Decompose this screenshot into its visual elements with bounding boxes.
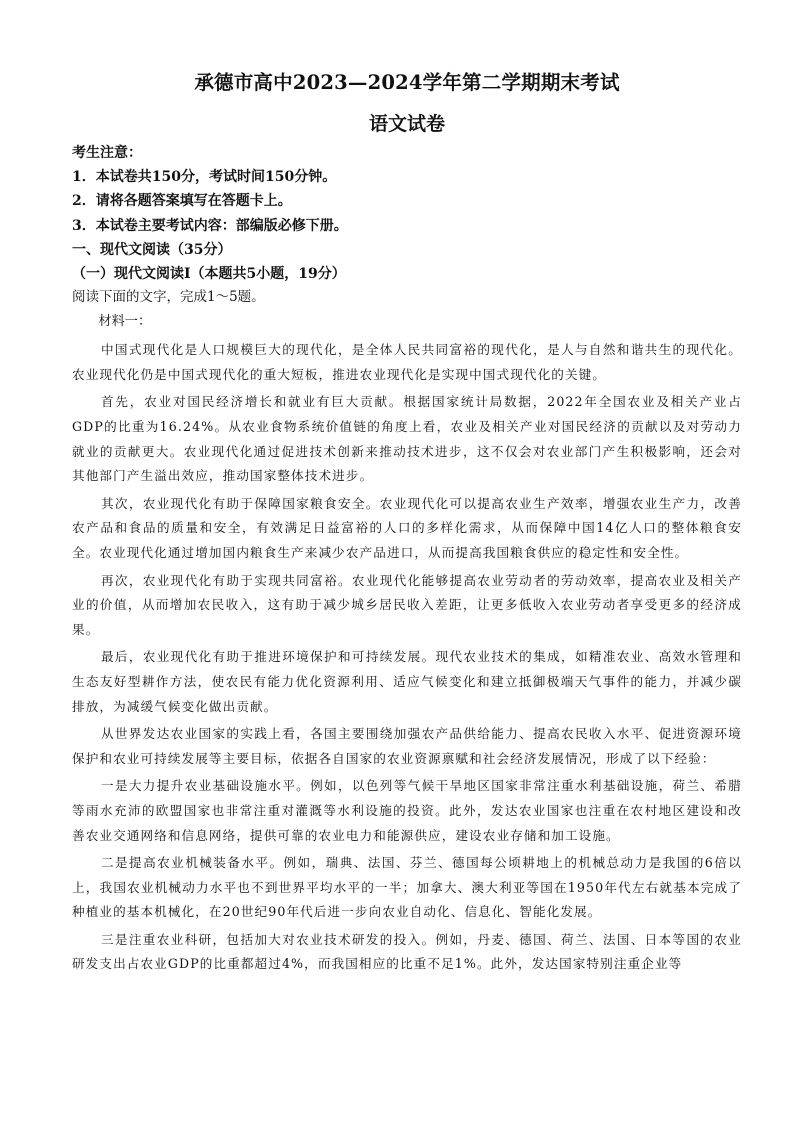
passage-paragraph: 三是注重农业科研，包括加大对农业技术研发的投入。例如，丹麦、德国、荷兰、法国、日本等国的农业研发支出占农业GDP的比重都超过4%，而我国相应的比重不足1%。此外，发达国家特别注重企业等 xyxy=(72,931,742,972)
reading-instruction: 阅读下面的文字，完成1～5题。 xyxy=(72,289,265,306)
passage-paragraph: 首先，农业对国民经济增长和就业有巨大贡献。根据国家统计局数据，2022年全国农业及相关产业占GDP的比重为16.24%。从农业食物系统价值链的角度上看，农业及相关产业对国民经济的贡献以及对劳动力就业的贡献更大。农业现代化通过促进技术创新来推动技术进步，这不仅会对农业部门产生积极影响，还会对其他部门产生溢出效应，推动国家整体技术进步。 xyxy=(72,394,742,484)
material-label: 材料一： xyxy=(98,314,152,330)
note-item: 1．本试卷共150分，考试时间150分钟。 xyxy=(72,169,337,186)
passage-paragraph: 再次，农业现代化有助于实现共同富裕。农业现代化能够提高农业劳动者的劳动效率，提高农业及相关产业的价值，从而增加农民收入，这有助于减少城乡居民收入差距，让更多低收入农业劳动者享受更多的经济成果。 xyxy=(72,572,742,637)
note-item: 3．本试卷主要考试内容：部编版必修下册。 xyxy=(72,217,348,234)
section-subheading: （一）现代文阅读Ⅰ（本题共5小题，19分） xyxy=(72,266,346,283)
passage-paragraph: 从世界发达农业国家的实践上看，各国主要围绕加强农产品供给能力、提高农民收入水平、促进资源环境保护和农业可持续发展等主要目标，依据各自国家的农业资源禀赋和社会经济发展情况，形成了以下经验： xyxy=(72,726,742,766)
passage-paragraph: 最后，农业现代化有助于推进环境保护和可持续发展。现代农业技术的集成，如精准农业、高效水管理和生态友好型耕作方法，使农民有能力优化资源利用、适应气候变化和建立抵御极端天气事件的能力，并减少碳排放，为减缓气候变化做出贡献。 xyxy=(72,649,742,714)
reading-passage xyxy=(72,338,742,977)
candidate-notes xyxy=(72,141,742,238)
passage-paragraph: 其次，农业现代化有助于保障国家粮食安全。农业现代化可以提高农业生产效率，增强农业生产力，改善农产品和食品的质量和安全，有效满足日益富裕的人口的多样化需求，从而保障中国14亿人口的整体粮食安全。农业现代化通过增加国内粮食生产来减少农产品进口，从而提高我国粮食供应的稳定性和安全性。 xyxy=(72,495,742,560)
passage-paragraph: 二是提高农业机械装备水平。例如，瑞典、法国、芬兰、德国每公顷耕地上的机械总动力是我国的6倍以上，我国农业机械动力水平也不到世界平均水平的一半；加拿大、澳大利亚等国在1950年代左右就基本完成了种植业的基本机械化，在20世纪90年代后进一步向农业自动化、信息化、智能化发展。 xyxy=(72,855,742,920)
passage-paragraph: 中国式现代化是人口规模巨大的现代化，是全体人民共同富裕的现代化，是人与自然和谐共生的现代化。农业现代化仍是中国式现代化的重大短板，推进农业现代化是实现中国式现代化的关键。 xyxy=(72,342,742,382)
exam-title: 承德市高中2023—2024学年第二学期期末考试 xyxy=(194,71,620,94)
notes-heading: 考生注意： xyxy=(72,145,142,161)
passage-paragraph: 一是大力提升农业基础设施水平。例如，以色列等气候干旱地区国家非常注重水利基础设施，荷兰、希腊等雨水充沛的欧盟国家也非常注重对灌溉等水利设施的投资。此外，发达农业国家也注重在农村地区建设和改善农业交通网络和信息网络，提供可靠的农业电力和能源供应，建设农业存储和加工设施。 xyxy=(72,778,742,843)
section-heading: 一、现代文阅读（35分） xyxy=(72,241,232,258)
note-item: 2．请将各题答案填写在答题卡上。 xyxy=(72,193,292,210)
exam-subtitle: 语文试卷 xyxy=(368,113,445,135)
